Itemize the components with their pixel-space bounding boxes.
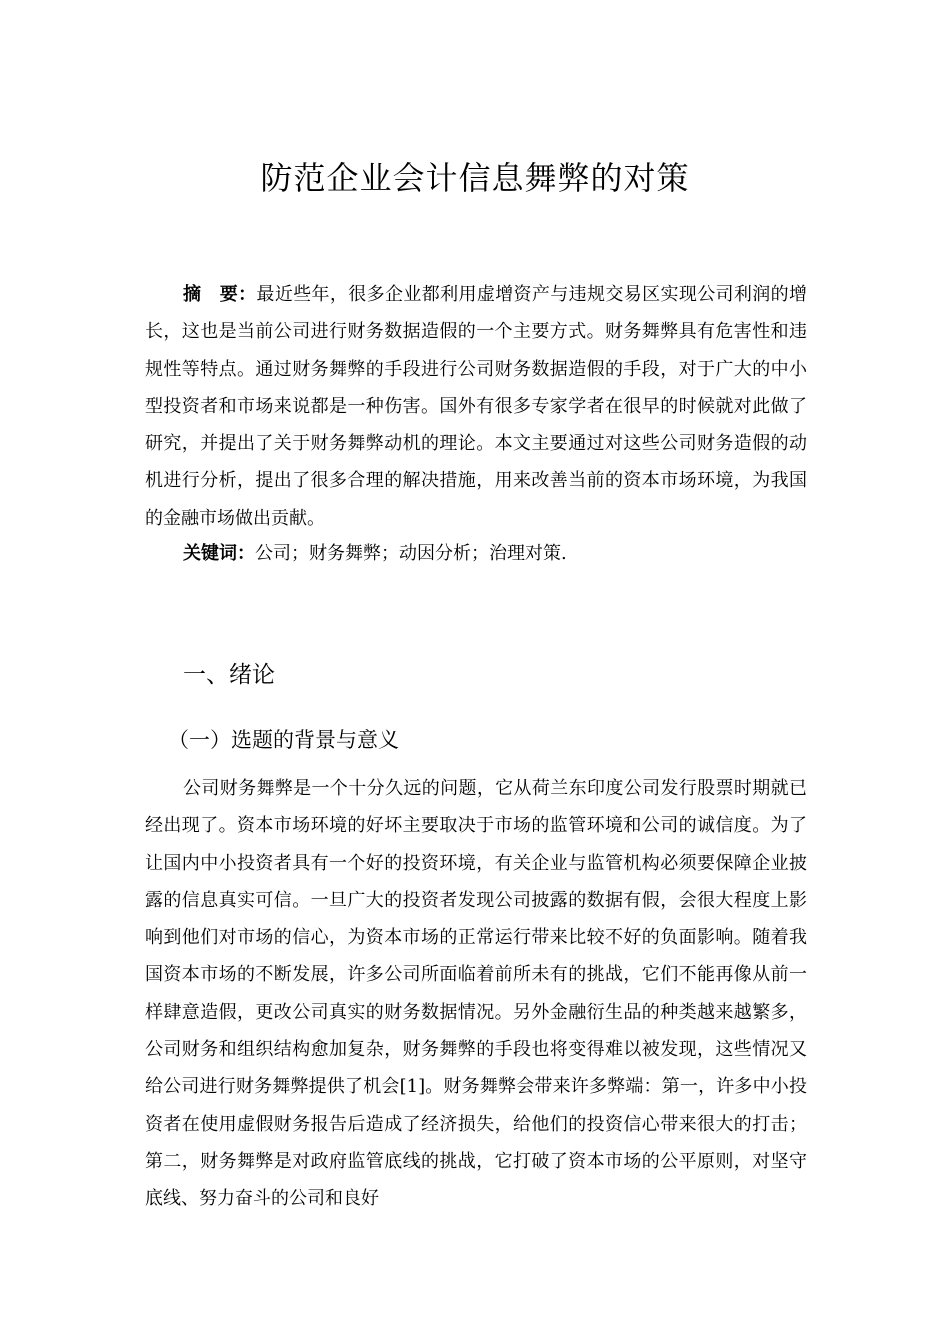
keywords-paragraph	[145, 535, 807, 572]
keywords-text: 公司；财务舞弊；动因分析；治理对策.	[255, 543, 567, 564]
document-title: 防范企业会计信息舞弊的对策	[260, 159, 690, 197]
abstract-label: 摘 要：	[183, 284, 257, 305]
section-heading: 一、绪论	[183, 662, 275, 688]
abstract-text: 最近些年，很多企业都利用虚增资产与违规交易区实现公司利润的增长，这也是当前公司进行财务数据造假的一个主要方式。财务舞弊具有危害性和违规性等特点。通过财务舞弊的手段进行公司财务数据造假的手段，对于广大的中小型投资者和市场来说都是一种伤害。国外有很多专家学者在很早的时候就对此做了研究，并提出了关于财务舞弊动机的理论。本文主要通过对这些公司财务造假的动机进行分析，提出了很多合理的解决措施，用来改善当前的资本市场环境，为我国的金融市场做出贡献。	[145, 284, 808, 529]
abstract-paragraph	[145, 276, 807, 537]
subsection-heading: （一）选题的背景与意义	[168, 728, 399, 752]
body-paragraph: 公司财务舞弊是一个十分久远的问题，它从荷兰东印度公司发行股票时期就已经出现了。资本市场环境的好坏主要取决于市场的监管环境和公司的诚信度。为了让国内中小投资者具有一个好的投资环境，有关企业与监管机构必须要保障企业披露的信息真实可信。一旦广大的投资者发现公司披露的数据有假，会很大程度上影响到他们对市场的信心，为资本市场的正常运行带来比较不好的负面影响。随着我国资本市场的不断发展，许多公司所面临着前所未有的挑战，它们不能再像从前一样肆意造假，更改公司真实的财务数据情况。另外金融衍生品的种类越来越繁多，公司财务和组织结构愈加复杂，财务舞弊的手段也将变得难以被发现，这些情况又给公司进行财务舞弊提供了机会[1]。财务舞弊会带来许多弊端：第一，许多中小投资者在使用虚假财务报告后造成了经济损失，给他们的投资信心带来很大的打击；第二，财务舞弊是对政府监管底线的挑战，它打破了资本市场的公平原则，对坚守底线、努力奋斗的公司和良好	[145, 778, 807, 1210]
keywords-label: 关键词：	[183, 543, 255, 564]
